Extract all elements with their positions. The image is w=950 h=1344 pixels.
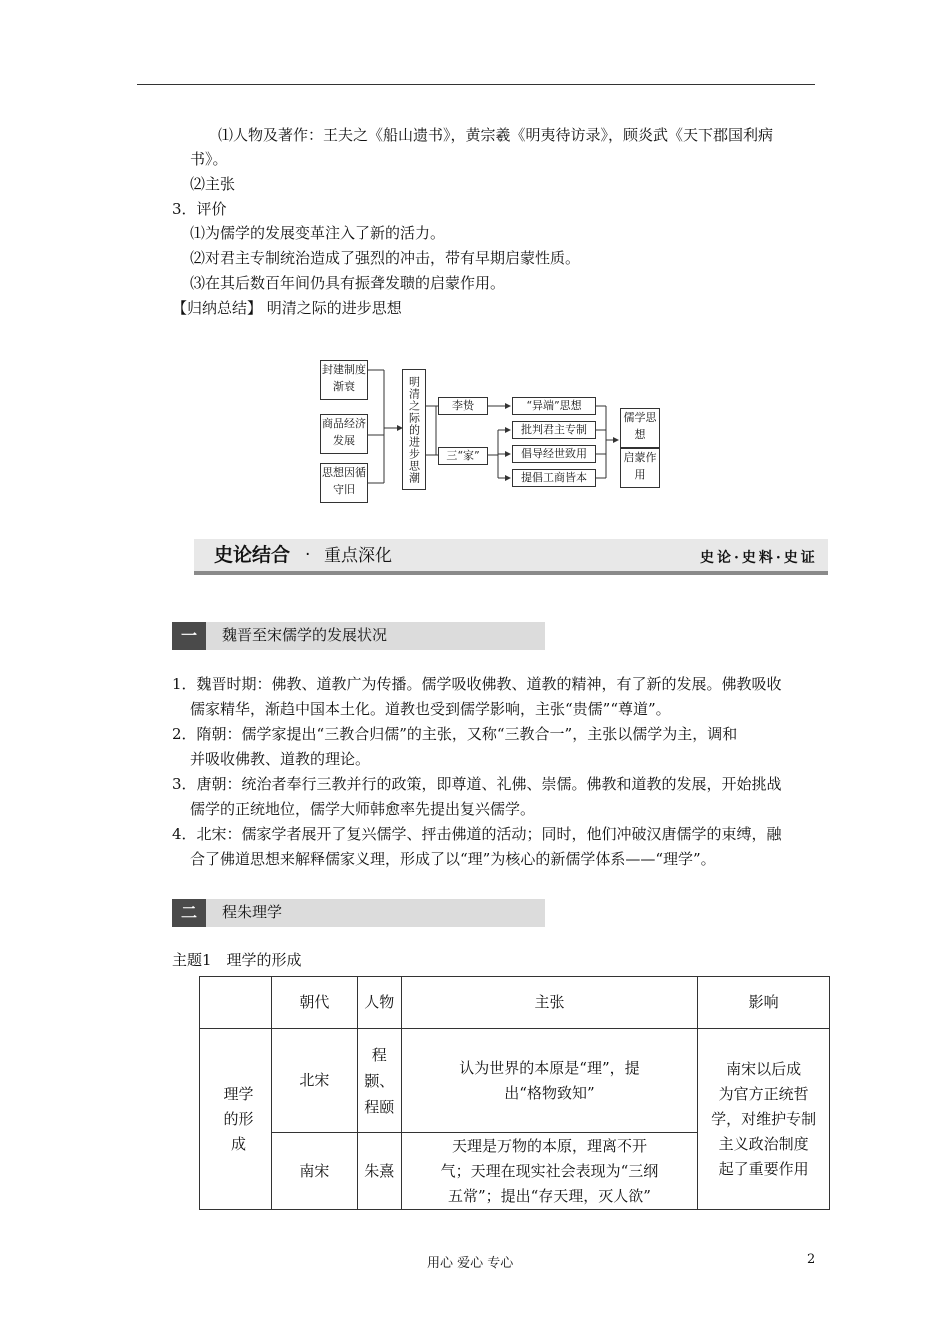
dynasty-cell: 北宋 — [271, 1029, 357, 1133]
claim-line: 五常”；提出“存天理，灭人欲” — [447, 1186, 651, 1205]
banner-dot: · — [305, 545, 311, 565]
section-header-2 — [172, 899, 545, 927]
header-rule — [137, 84, 815, 85]
cause-box: 思想因循守旧 — [320, 463, 368, 503]
person-cell: 程颢、程颐 — [357, 1029, 401, 1133]
cause-box: 商品经济发展 — [320, 414, 368, 454]
text-line: 3．评价 — [172, 200, 227, 218]
idea-box: 批判君主专制 — [512, 421, 596, 439]
header-dynasty: 朝代 — [271, 977, 357, 1029]
branch-box: 李贽 — [438, 397, 488, 415]
banner-right: 史论·史料·史证 — [700, 550, 818, 566]
table-corner — [200, 977, 272, 1029]
center-label: 明清之际的进步思潮 — [407, 375, 421, 484]
section-number: 一 — [172, 622, 206, 650]
banner-title: 史论结合 — [214, 544, 291, 566]
text-line: ⑵对君主专制统治造成了强烈的冲击，带有早期启蒙性质。 — [190, 249, 581, 267]
banner-underline — [194, 571, 828, 575]
lixue-table — [199, 976, 830, 1210]
text-line: ⑴人物及著作：王夫之《船山遗书》，黄宗羲《明夷待访录》，顾炎武《天下郡国利病 — [218, 126, 774, 144]
section-title: 魏晋至宋儒学的发展状况 — [222, 626, 388, 644]
dynasty-cell: 南宋 — [271, 1133, 357, 1210]
header-impact: 影响 — [698, 977, 830, 1029]
impact-line: 南宋以后成 — [726, 1059, 802, 1078]
banner-subtitle: 重点深化 — [324, 546, 392, 566]
claim-line: 认为世界的本原是“理”，提 — [459, 1058, 640, 1077]
summary-heading: 【归纳总结】 明清之际的进步思想 — [172, 299, 402, 317]
result-box: 启蒙作用 — [620, 448, 660, 488]
header-claim: 主张 — [401, 977, 697, 1029]
claim-line: 气；天理在现实社会表现为“三纲 — [440, 1161, 659, 1180]
page-number: 2 — [807, 1252, 816, 1267]
paragraph-line: 3．唐朝：统治者奉行三教并行的政策，即尊道、礼佛、崇儒。佛教和道教的发展，开始挑战 — [172, 775, 782, 793]
paragraph-line: 并吸收佛教、道教的理论。 — [190, 750, 371, 768]
idea-box: 提倡工商皆本 — [512, 469, 596, 487]
paragraph-line: 儒学的正统地位，儒学大师韩愈率先提出复兴儒学。 — [190, 800, 536, 818]
paragraph-line: 1．魏晋时期：佛教、道教广为传播。儒学吸收佛教、道教的精神，有了新的发展。佛教吸收 — [172, 675, 782, 693]
footer-motto: 用心 爱心 专心 — [427, 1256, 514, 1271]
impact-line: 为官方正统哲 — [718, 1084, 809, 1103]
impact-cell — [698, 1029, 830, 1210]
section-number: 二 — [172, 899, 206, 927]
section-header-1 — [172, 622, 545, 650]
row-header: 理学的形成 — [200, 1029, 272, 1210]
header-person: 人物 — [357, 977, 401, 1029]
result-box: 儒学思想 — [620, 408, 660, 448]
text-line: ⑵主张 — [190, 175, 236, 193]
paragraph-line: 4．北宋：儒家学者展开了复兴儒学、抨击佛道的活动；同时，他们冲破汉唐儒学的束缚，融 — [172, 825, 782, 843]
claim-line: 天理是万物的本原，理离不开 — [451, 1136, 647, 1155]
paragraph-line: 2．隋朝：儒学家提出“三教合归儒”的主张，又称“三教合一”，主张以儒学为主，调和 — [172, 725, 738, 743]
paragraph-line: 儒家精华，渐趋中国本土化。道教也受到儒学影响，主张“贵儒”“尊道”。 — [190, 700, 671, 718]
theme-heading: 主题1 理学的形成 — [172, 951, 302, 969]
center-box — [402, 369, 426, 490]
idea-box: 倡导经世致用 — [512, 445, 596, 463]
branch-box: 三“家” — [438, 447, 488, 465]
claim-line: 出“格物致知” — [504, 1083, 595, 1102]
idea-box: “异端”思想 — [512, 397, 596, 415]
text-line: ⑶在其后数百年间仍具有振聋发聩的启蒙作用。 — [190, 274, 506, 292]
impact-line: 学，对维护专制 — [711, 1109, 817, 1128]
text-line: ⑴为儒学的发展变革注入了新的活力。 — [190, 224, 446, 242]
text-line: 书》。 — [190, 150, 228, 168]
cause-box: 封建制度渐衰 — [320, 360, 368, 400]
impact-line: 主义政治制度 — [718, 1134, 809, 1153]
paragraph-line: 合了佛道思想来解释儒家义理，形成了以“理”为核心的新儒学体系——“理学”。 — [190, 850, 716, 868]
section-title: 程朱理学 — [222, 903, 283, 921]
claim-cell — [401, 1029, 697, 1133]
impact-line: 起了重要作用 — [718, 1159, 809, 1178]
person-cell: 朱熹 — [357, 1133, 401, 1210]
claim-cell — [401, 1133, 697, 1210]
